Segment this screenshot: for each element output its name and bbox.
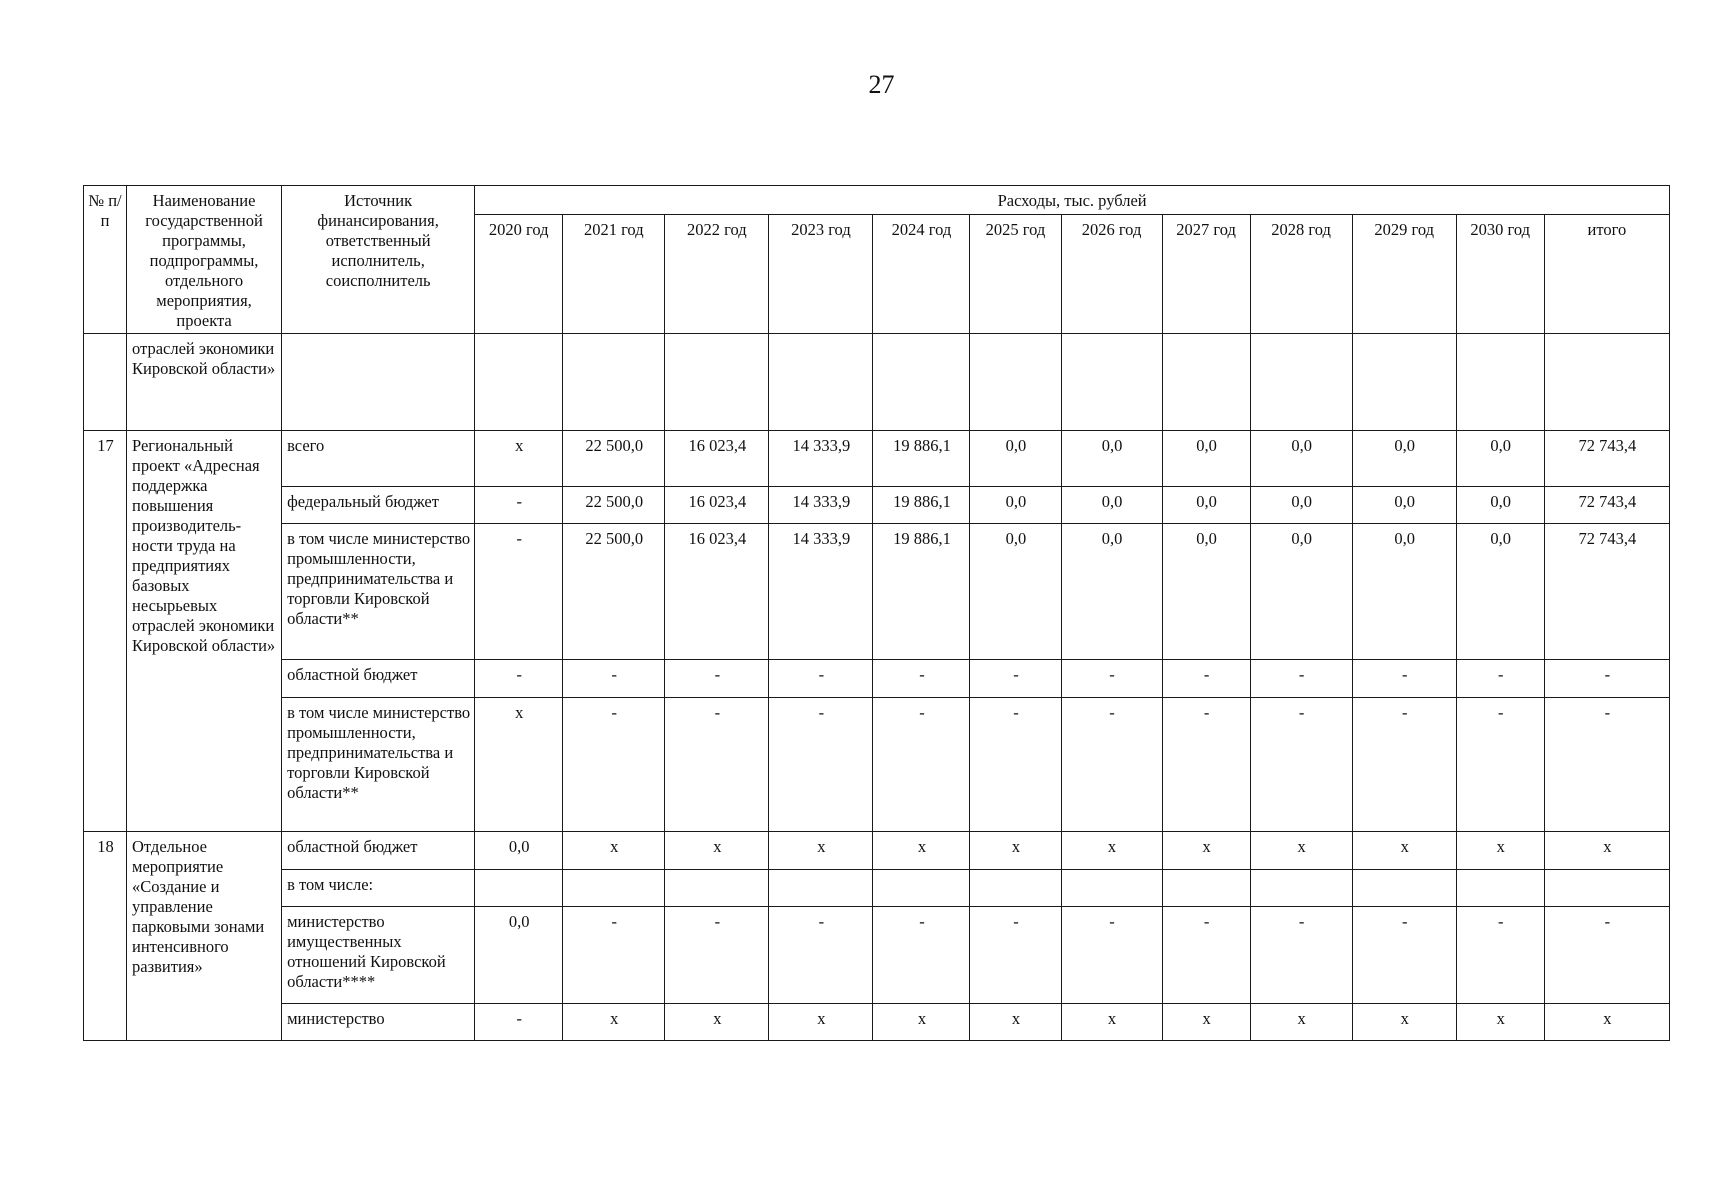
value-cell: - bbox=[873, 698, 970, 832]
value-cell: 19 886,1 bbox=[873, 524, 970, 660]
value-cell bbox=[1456, 870, 1544, 907]
table-row bbox=[84, 487, 1670, 524]
value-cell: - bbox=[1162, 907, 1250, 1004]
header-expenses: Расходы, тыс. рублей bbox=[475, 186, 1670, 215]
financing-source: областной бюджет bbox=[282, 832, 475, 870]
financing-source: всего bbox=[282, 431, 475, 487]
program-name: Региональный проект «Адресная поддержка повышения производитель-ности труда на предприятиях базовых несырьевых отраслей экономики Кировской области» bbox=[127, 431, 282, 832]
financing-source: федеральный бюджет bbox=[282, 487, 475, 524]
row-number bbox=[84, 334, 127, 431]
value-cell: - bbox=[475, 660, 563, 698]
financing-source: министерство bbox=[282, 1004, 475, 1041]
value-cell: 19 886,1 bbox=[873, 431, 970, 487]
financing-source: областной бюджет bbox=[282, 660, 475, 698]
value-cell: 0,0 bbox=[1162, 431, 1250, 487]
value-cell: x bbox=[475, 431, 563, 487]
value-cell bbox=[873, 870, 970, 907]
value-cell: - bbox=[665, 907, 769, 1004]
value-cell: - bbox=[1250, 698, 1352, 832]
table-header bbox=[84, 186, 1670, 334]
value-cell: - bbox=[1352, 660, 1456, 698]
row-number: 18 bbox=[84, 832, 127, 1041]
header-year-2021: 2021 год bbox=[563, 214, 665, 333]
table-row bbox=[84, 698, 1670, 832]
value-cell: 0,0 bbox=[1162, 524, 1250, 660]
header-program-name: Наименование государственной программы, подпрограммы, отдельного мероприятия, проекта bbox=[127, 186, 282, 334]
value-cell: - bbox=[475, 1004, 563, 1041]
header-year-2029: 2029 год bbox=[1352, 214, 1456, 333]
value-cell: 14 333,9 bbox=[769, 431, 873, 487]
value-cell: 0,0 bbox=[970, 524, 1061, 660]
value-cell: - bbox=[475, 487, 563, 524]
value-cell: 0,0 bbox=[1456, 487, 1544, 524]
value-cell: x bbox=[1352, 832, 1456, 870]
value-cell: x bbox=[970, 832, 1061, 870]
value-cell: - bbox=[563, 907, 665, 1004]
value-cell: 0,0 bbox=[970, 487, 1061, 524]
value-cell bbox=[769, 870, 873, 907]
value-cell: - bbox=[475, 524, 563, 660]
value-cell: - bbox=[665, 660, 769, 698]
value-cell: 0,0 bbox=[1250, 524, 1352, 660]
value-cell: 0,0 bbox=[475, 832, 563, 870]
header-year-2030: 2030 год bbox=[1456, 214, 1544, 333]
value-cell bbox=[1456, 334, 1544, 431]
table-row bbox=[84, 870, 1670, 907]
value-cell: x bbox=[475, 698, 563, 832]
value-cell: 0,0 bbox=[1352, 487, 1456, 524]
value-cell: - bbox=[1250, 907, 1352, 1004]
value-cell bbox=[970, 334, 1061, 431]
header-year-2024: 2024 год bbox=[873, 214, 970, 333]
table-row bbox=[84, 1004, 1670, 1041]
value-cell bbox=[475, 870, 563, 907]
value-cell: - bbox=[563, 660, 665, 698]
budget-table bbox=[83, 185, 1670, 1041]
total-cell: 72 743,4 bbox=[1544, 431, 1669, 487]
value-cell bbox=[665, 870, 769, 907]
header-year-2026: 2026 год bbox=[1061, 214, 1162, 333]
value-cell bbox=[1250, 334, 1352, 431]
value-cell: 14 333,9 bbox=[769, 487, 873, 524]
total-cell bbox=[1544, 870, 1669, 907]
value-cell: 14 333,9 bbox=[769, 524, 873, 660]
value-cell: - bbox=[769, 907, 873, 1004]
value-cell: - bbox=[665, 698, 769, 832]
value-cell: x bbox=[1162, 1004, 1250, 1041]
value-cell bbox=[475, 334, 563, 431]
value-cell: 0,0 bbox=[970, 431, 1061, 487]
financing-source: в том числе министерство промышленности, предпринимательства и торговли Кировской области** bbox=[282, 524, 475, 660]
total-cell: - bbox=[1544, 660, 1669, 698]
header-total: итого bbox=[1544, 214, 1669, 333]
value-cell bbox=[1162, 334, 1250, 431]
value-cell: x bbox=[873, 832, 970, 870]
value-cell: x bbox=[1061, 1004, 1162, 1041]
value-cell bbox=[1061, 870, 1162, 907]
value-cell: - bbox=[1456, 907, 1544, 1004]
table-row bbox=[84, 431, 1670, 487]
value-cell: 22 500,0 bbox=[563, 487, 665, 524]
value-cell: x bbox=[769, 832, 873, 870]
value-cell: 0,0 bbox=[1456, 524, 1544, 660]
value-cell bbox=[1061, 334, 1162, 431]
value-cell: 0,0 bbox=[1250, 487, 1352, 524]
value-cell: - bbox=[1061, 907, 1162, 1004]
value-cell bbox=[1352, 870, 1456, 907]
value-cell: - bbox=[1162, 698, 1250, 832]
table-row bbox=[84, 660, 1670, 698]
value-cell: - bbox=[1456, 660, 1544, 698]
value-cell: 0,0 bbox=[1352, 431, 1456, 487]
value-cell bbox=[1162, 870, 1250, 907]
value-cell: 16 023,4 bbox=[665, 524, 769, 660]
value-cell: - bbox=[1061, 698, 1162, 832]
table-row bbox=[84, 832, 1670, 870]
value-cell: x bbox=[665, 1004, 769, 1041]
value-cell bbox=[563, 334, 665, 431]
financing-source: в том числе министерство промышленности, предпринимательства и торговли Кировской области** bbox=[282, 698, 475, 832]
value-cell: 0,0 bbox=[1061, 524, 1162, 660]
value-cell: - bbox=[873, 660, 970, 698]
value-cell: - bbox=[769, 660, 873, 698]
value-cell bbox=[1352, 334, 1456, 431]
program-name: отраслей экономики Кировской области» bbox=[127, 334, 282, 431]
value-cell: x bbox=[873, 1004, 970, 1041]
value-cell: 0,0 bbox=[1250, 431, 1352, 487]
value-cell: x bbox=[665, 832, 769, 870]
value-cell: 0,0 bbox=[1162, 487, 1250, 524]
header-financing-source: Источник финансирования, ответственный исполнитель, соисполнитель bbox=[282, 186, 475, 334]
value-cell: - bbox=[873, 907, 970, 1004]
header-year-2028: 2028 год bbox=[1250, 214, 1352, 333]
value-cell: - bbox=[970, 660, 1061, 698]
value-cell bbox=[970, 870, 1061, 907]
value-cell: 0,0 bbox=[1352, 524, 1456, 660]
value-cell: x bbox=[1456, 1004, 1544, 1041]
row-number: 17 bbox=[84, 431, 127, 832]
header-year-2020: 2020 год bbox=[475, 214, 563, 333]
value-cell: 19 886,1 bbox=[873, 487, 970, 524]
value-cell: - bbox=[970, 698, 1061, 832]
value-cell: - bbox=[1061, 660, 1162, 698]
value-cell: 16 023,4 bbox=[665, 487, 769, 524]
total-cell: - bbox=[1544, 907, 1669, 1004]
value-cell: x bbox=[1061, 832, 1162, 870]
value-cell: - bbox=[1162, 660, 1250, 698]
value-cell bbox=[1250, 870, 1352, 907]
value-cell: - bbox=[970, 907, 1061, 1004]
value-cell: x bbox=[563, 832, 665, 870]
value-cell: x bbox=[1352, 1004, 1456, 1041]
value-cell bbox=[769, 334, 873, 431]
value-cell: 0,0 bbox=[1456, 431, 1544, 487]
total-cell: 72 743,4 bbox=[1544, 487, 1669, 524]
table-row bbox=[84, 334, 1670, 431]
total-cell: - bbox=[1544, 698, 1669, 832]
financing-source: в том числе: bbox=[282, 870, 475, 907]
value-cell: - bbox=[1352, 907, 1456, 1004]
value-cell bbox=[873, 334, 970, 431]
value-cell: x bbox=[1456, 832, 1544, 870]
value-cell: x bbox=[1250, 832, 1352, 870]
total-cell: 72 743,4 bbox=[1544, 524, 1669, 660]
value-cell: 0,0 bbox=[1061, 487, 1162, 524]
header-number: № п/п bbox=[84, 186, 127, 334]
header-year-2027: 2027 год bbox=[1162, 214, 1250, 333]
value-cell: x bbox=[970, 1004, 1061, 1041]
value-cell bbox=[563, 870, 665, 907]
value-cell: 22 500,0 bbox=[563, 524, 665, 660]
program-name: Отдельное мероприятие «Создание и управление парковыми зонами интенсивного развития» bbox=[127, 832, 282, 1041]
value-cell: x bbox=[563, 1004, 665, 1041]
value-cell: - bbox=[563, 698, 665, 832]
financing-source: министерство имущественных отношений Кировской области**** bbox=[282, 907, 475, 1004]
value-cell bbox=[1544, 334, 1669, 431]
value-cell: x bbox=[1250, 1004, 1352, 1041]
table-row bbox=[84, 524, 1670, 660]
total-cell: x bbox=[1544, 832, 1669, 870]
header-year-2025: 2025 год bbox=[970, 214, 1061, 333]
value-cell bbox=[665, 334, 769, 431]
page-number: 27 bbox=[868, 70, 895, 99]
value-cell: 16 023,4 bbox=[665, 431, 769, 487]
total-cell: x bbox=[1544, 1004, 1669, 1041]
header-year-2022: 2022 год bbox=[665, 214, 769, 333]
value-cell: - bbox=[769, 698, 873, 832]
header-year-2023: 2023 год bbox=[769, 214, 873, 333]
value-cell: - bbox=[1250, 660, 1352, 698]
table-row bbox=[84, 907, 1670, 1004]
value-cell: 0,0 bbox=[1061, 431, 1162, 487]
value-cell: x bbox=[1162, 832, 1250, 870]
financing-source bbox=[282, 334, 475, 431]
value-cell: - bbox=[1352, 698, 1456, 832]
value-cell: - bbox=[1456, 698, 1544, 832]
value-cell: x bbox=[769, 1004, 873, 1041]
value-cell: 0,0 bbox=[475, 907, 563, 1004]
value-cell: 22 500,0 bbox=[563, 431, 665, 487]
